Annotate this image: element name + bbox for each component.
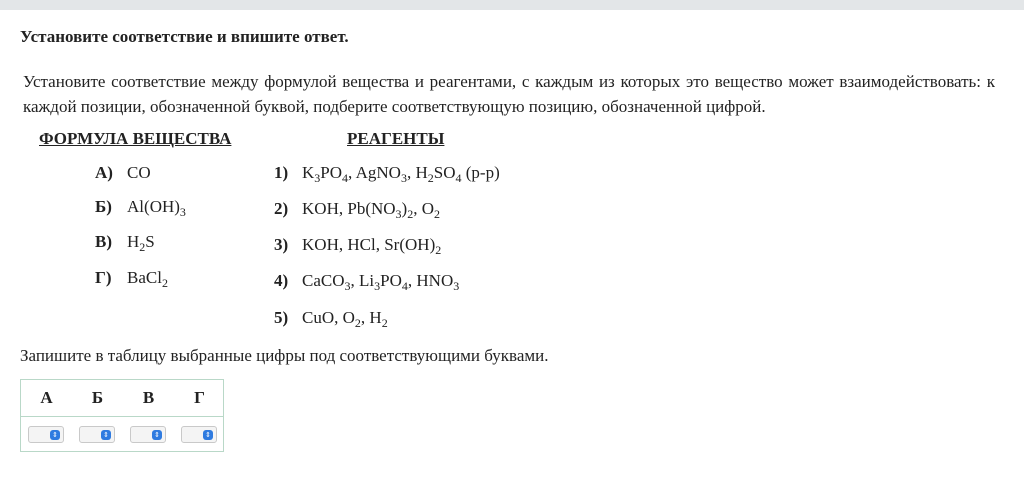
formula-text: CO: [127, 163, 151, 182]
answer-select-b[interactable]: [79, 426, 115, 443]
reagent-number: 3): [274, 235, 289, 254]
formula-column-header: ФОРМУЛА ВЕЩЕСТВА: [39, 129, 232, 148]
reagent-text: CuO, $O_2$, $H_2$: [302, 308, 388, 330]
formula-row-g: [95, 268, 168, 288]
answer-column-letter: В: [142, 388, 155, 407]
answer-select-v[interactable]: [130, 426, 166, 443]
answer-column-letter: Г: [194, 388, 205, 407]
formula-text: $H_2S$: [127, 232, 155, 254]
task-heading: Установите соответствие и впишите ответ.: [20, 27, 349, 46]
reagent-number: 4): [274, 271, 289, 290]
reagent-row-1: [274, 163, 500, 183]
formula-row-a: [95, 163, 151, 183]
formula-row-v: [95, 232, 155, 252]
reagents-column-header: РЕАГЕНТЫ: [347, 129, 445, 148]
task-description: Установите соответствие между формулой вещества и реагентами, с каждым из которых это вещество может взаимодействовать: к каждой позиции, обозначенной буквой, подберите соответствующую позицию, обозначенной цифрой.: [23, 72, 995, 116]
reagent-row-5: [274, 308, 388, 328]
answer-table: [20, 379, 224, 452]
answer-column-letter: А: [40, 388, 53, 407]
up-down-chevron-icon: ⇕: [203, 430, 213, 440]
up-down-chevron-icon: ⇕: [50, 430, 60, 440]
answer-table-header: [21, 380, 223, 417]
answer-select-g[interactable]: [181, 426, 217, 443]
answer-select-a[interactable]: [28, 426, 64, 443]
reagent-number: 1): [274, 163, 289, 182]
reagent-text: $K_3PO_4$, AgNO$_3$, $H_2SO_4$ (р-р): [302, 163, 500, 185]
formula-letter: Б): [95, 197, 112, 216]
up-down-chevron-icon: ⇕: [101, 430, 111, 440]
reagent-text: CaCO$_3$, $Li_3PO_4$, $HNO_3$: [302, 271, 460, 293]
reagent-text: KOH, HCl, $Sr(OH)_2$: [302, 235, 442, 257]
reagent-row-4: [274, 271, 459, 291]
up-down-chevron-icon: ⇕: [152, 430, 162, 440]
formula-text: $Al(OH)_3$: [127, 197, 186, 219]
answer-column-letter: Б: [91, 388, 104, 407]
reagent-number: 5): [274, 308, 289, 327]
formula-row-b: [95, 197, 186, 217]
reagent-row-3: [274, 235, 441, 255]
formula-text: BaCl$_2$: [127, 268, 168, 290]
reagent-number: 2): [274, 199, 289, 218]
answer-instruction: Запишите в таблицу выбранные цифры под соответствующими буквами.: [20, 346, 549, 365]
reagent-text: KOH, $Pb(NO_3)_2$, $O_2$: [302, 199, 440, 221]
formula-letter: А): [95, 163, 113, 182]
top-bar: [0, 0, 1024, 10]
formula-letter: Г): [95, 268, 112, 287]
formula-letter: В): [95, 232, 112, 251]
reagent-row-2: [274, 199, 440, 219]
